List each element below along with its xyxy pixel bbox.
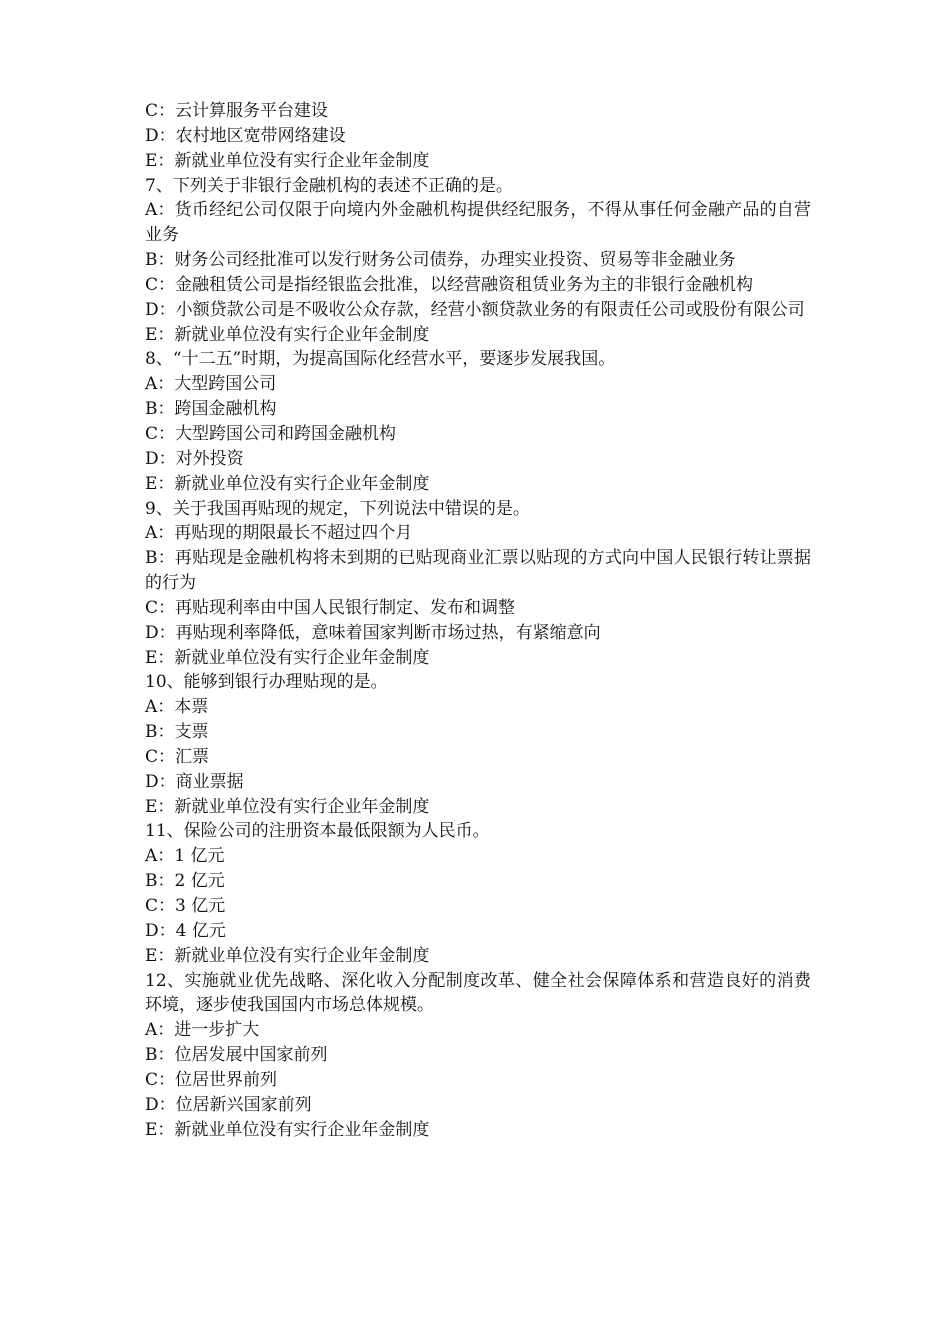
option-d-q6: D：农村地区宽带网络建设 <box>145 125 346 146</box>
option-b-q12: B：位居发展中国家前列 <box>145 1045 328 1066</box>
option-b-q9: B：再贴现是金融机构将未到期的已贴现商业汇票以贴现的方式向中国人民银行转让票据的行为 <box>145 548 811 594</box>
option-c-q12: C：位居世界前列 <box>145 1069 278 1090</box>
option-c-q11: C：3 亿元 <box>145 896 226 916</box>
option-e-q6: E：新就业单位没有实行企业年金制度 <box>145 150 430 171</box>
option-d-q10: D：商业票据 <box>145 771 244 792</box>
question-12: 12、实施就业优先战略、深化收入分配制度改革、健全社会保障体系和营造良好的消费环境，逐步使我国国内市场总体规模。 <box>145 970 811 1016</box>
option-d-q8: D：对外投资 <box>145 448 244 469</box>
question-10: 10、能够到银行办理贴现的是。 <box>145 672 388 693</box>
option-e-q12: E：新就业单位没有实行企业年金制度 <box>145 1119 430 1140</box>
option-d-q11: D：4 亿元 <box>145 920 226 941</box>
option-d-q12: D：位居新兴国家前列 <box>145 1094 312 1115</box>
option-e-q10: E：新就业单位没有实行企业年金制度 <box>145 796 430 817</box>
option-c-q6: C：云计算服务平台建设 <box>145 101 329 121</box>
option-a-q9: A：再贴现的期限最长不超过四个月 <box>145 523 413 544</box>
option-a-q8: A：大型跨国公司 <box>145 374 277 395</box>
question-8: 8、“十二五”时期，为提高国际化经营水平，要逐步发展我国。 <box>145 349 616 370</box>
option-b-q10: B：支票 <box>145 722 209 743</box>
option-c-q8: C：大型跨国公司和跨国金融机构 <box>145 423 397 444</box>
option-e-q11: E：新就业单位没有实行企业年金制度 <box>145 945 430 966</box>
option-d-q7: D：小额贷款公司是不吸收公众存款，经营小额贷款业务的有限责任公司或股份有限公司 <box>145 299 805 320</box>
option-b-q11: B：2 亿元 <box>145 871 225 892</box>
option-b-q7: B：财务公司经批准可以发行财务公司债券，办理实业投资、贸易等非金融业务 <box>145 250 736 271</box>
option-b-q8: B：跨国金融机构 <box>145 399 277 420</box>
question-9: 9、关于我国再贴现的规定，下列说法中错误的是。 <box>145 498 530 519</box>
option-c-q10: C：汇票 <box>145 746 210 767</box>
option-c-q7: C：金融租赁公司是指经银监会批准，以经营融资租赁业务为主的非银行金融机构 <box>145 274 754 295</box>
option-e-q9: E：新就业单位没有实行企业年金制度 <box>145 647 430 668</box>
option-a-q11: A：1 亿元 <box>145 846 225 867</box>
document-body <box>145 99 811 1142</box>
option-e-q8: E：新就业单位没有实行企业年金制度 <box>145 473 430 494</box>
option-a-q12: A：进一步扩大 <box>145 1020 260 1041</box>
question-7: 7、下列关于非银行金融机构的表述不正确的是。 <box>145 175 513 196</box>
option-a-q10: A：本票 <box>145 697 209 718</box>
option-c-q9: C：再贴现利率由中国人民银行制定、发布和调整 <box>145 597 516 618</box>
option-e-q7: E：新就业单位没有实行企业年金制度 <box>145 324 430 345</box>
option-d-q9: D：再贴现利率降低，意味着国家判断市场过热，有紧缩意向 <box>145 622 601 643</box>
option-a-q7: A：货币经纪公司仅限于向境内外金融机构提供经纪服务，不得从事任何金融产品的自营业务 <box>145 200 811 246</box>
question-11: 11、保险公司的注册资本最低限额为人民币。 <box>145 821 490 842</box>
